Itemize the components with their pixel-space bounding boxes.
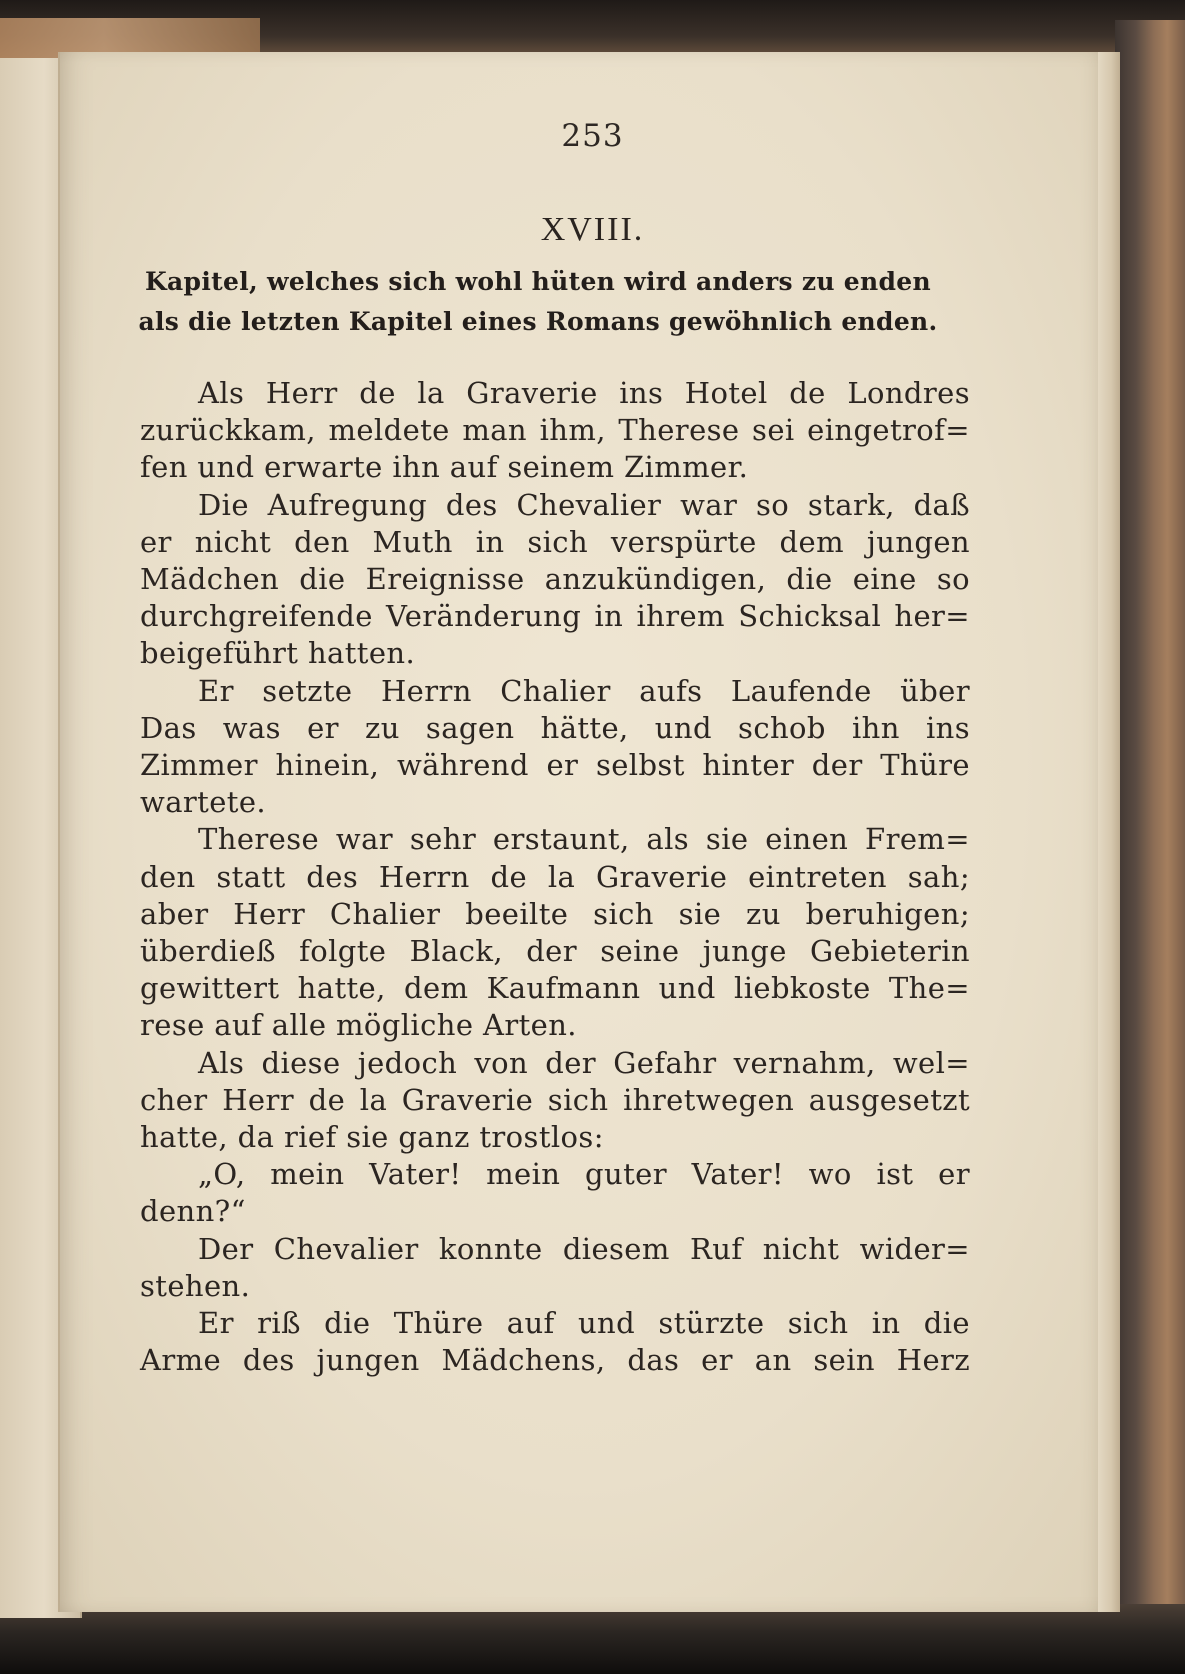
chapter-title	[138, 262, 938, 342]
text-line: gewittert hatte, dem Kaufmann und liebkoste The=	[140, 971, 970, 1006]
text-line: aber Herr Chalier beeilte sich sie zu beruhigen;	[140, 896, 970, 931]
text-line: „O, mein Vater! mein guter Vater! wo ist er	[198, 1157, 970, 1192]
book-cover-bottom	[0, 1604, 1185, 1674]
text-line: Als diese jedoch von der Gefahr vernahm, wel=	[198, 1045, 970, 1080]
page-fore-edge	[1098, 52, 1120, 1612]
book-cover-spine-edge	[1115, 20, 1185, 1620]
chapter-title-line: als die letzten Kapitel eines Romans gewöhnlich enden.	[138, 307, 938, 336]
text-line: Als Herr de la Graverie ins Hotel de Londres	[198, 376, 970, 410]
page-number: 253	[561, 118, 624, 154]
text-line: er nicht den Muth in sich verspürte dem jungen	[140, 524, 970, 559]
text-line: denn?“	[140, 1194, 246, 1229]
text-line: Mädchen die Ereignisse anzukündigen, die eine so	[140, 562, 970, 597]
text-line: den statt des Herrn de la Graverie eintreten sah;	[140, 859, 970, 894]
text-line: Er setzte Herrn Chalier aufs Laufende über	[198, 673, 970, 708]
text-line: Der Chevalier konnte diesem Ruf nicht wider=	[198, 1231, 970, 1266]
text-line: Therese war sehr erstaunt, als sie einen Frem=	[198, 822, 970, 857]
text-line: cher Herr de la Graverie sich ihretwegen ausgesetzt	[140, 1082, 970, 1117]
text-line: durchgreifende Veränderung in ihrem Schicksal her=	[140, 599, 970, 634]
text-line: Arme des jungen Mädchens, das er an sein Herz	[140, 1343, 970, 1378]
body-text	[140, 375, 970, 1379]
text-line: stehen.	[140, 1268, 251, 1303]
text-line: Zimmer hinein, während er selbst hinter der Thüre	[140, 748, 970, 783]
chapter-numeral: XVIII.	[540, 211, 645, 248]
text-line: zurückkam, meldete man ihm, Therese sei eingetrof=	[140, 413, 970, 448]
text-line: überdieß folgte Black, der seine junge Gebieterin	[140, 934, 970, 969]
chapter-title-line: Kapitel, welches sich wohl hüten wird anders zu enden	[145, 267, 931, 296]
text-line: fen und erwarte ihn auf seinem Zimmer.	[140, 450, 749, 485]
text-line: rese auf alle mögliche Arten.	[140, 1008, 577, 1043]
text-line: wartete.	[140, 785, 267, 820]
text-line: beigeführt hatten.	[140, 636, 416, 671]
text-line: Die Aufregung des Chevalier war so stark, daß	[198, 487, 970, 522]
text-line: Das was er zu sagen hätte, und schob ihn ins	[140, 710, 970, 745]
text-line: hatte, da rief sie ganz trostlos:	[140, 1120, 604, 1155]
text-line: Er riß die Thüre auf und stürzte sich in die	[198, 1306, 970, 1341]
